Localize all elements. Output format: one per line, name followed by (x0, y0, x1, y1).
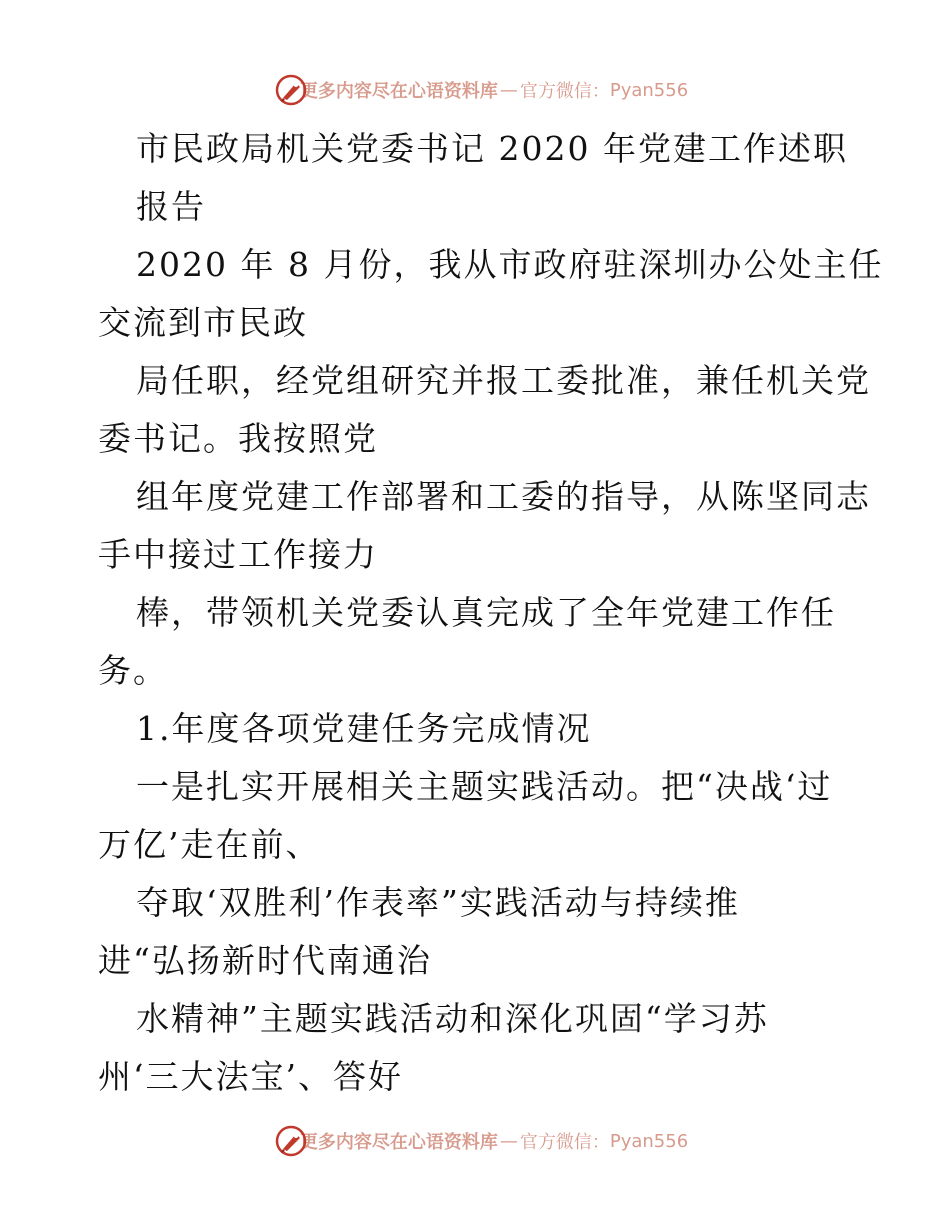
text-line: 棒，带领机关党委认真完成了全年党建工作任 (136, 593, 836, 632)
text-line: 夺取‘双胜利’作表率”实践活动与持续推 (136, 883, 740, 922)
text-line: 务。 (98, 651, 168, 690)
header-watermark-banner (0, 70, 950, 110)
wechat-label: 官方微信： (519, 1132, 610, 1153)
text-line: 手中接过工作接力 (98, 535, 378, 574)
wechat-label: 官方微信： (519, 81, 610, 102)
text-line: 局任职，经党组研究并报工委批准，兼任机关党 (136, 361, 871, 400)
text-line: 一是扎实开展相关主题实践活动。把“决战‘过 (136, 767, 833, 806)
text-line: 万亿’走在前、 (98, 825, 321, 864)
text-line: 委书记。我按照党 (98, 419, 378, 458)
text-line: 报告 (136, 187, 206, 226)
site-name-text: 更多内容尽在心语资料库 (299, 81, 498, 102)
text-line: 州‘三大法宝’、答好 (98, 1057, 403, 1096)
document-body (98, 120, 884, 1106)
pen-nib-logo-icon (274, 73, 308, 107)
text-line: 水精神”主题实践活动和深化巩固“学习苏 (136, 999, 769, 1038)
wechat-id: Pyan556 (609, 79, 689, 101)
text-line: 2020 年 8 月份，我从市政府驻深圳办公处主任 (136, 245, 884, 284)
text-line: 组年度党建工作部署和工委的指导，从陈坚同志 (136, 477, 871, 516)
text-line: 市民政局机关党委书记 2020 年党建工作述职 (136, 129, 848, 168)
text-line: 进“弘扬新时代南通治 (98, 941, 432, 980)
footer-watermark-banner (0, 1121, 950, 1161)
wechat-id: Pyan556 (609, 1130, 689, 1152)
site-name-text: 更多内容尽在心语资料库 (299, 1132, 498, 1153)
separator-dash: — (499, 1130, 518, 1152)
text-line: 交流到市民政 (98, 303, 308, 342)
separator-dash: — (499, 79, 518, 101)
text-line: 1.年度各项党建任务完成情况 (136, 709, 592, 748)
pen-nib-logo-icon (274, 1124, 308, 1158)
